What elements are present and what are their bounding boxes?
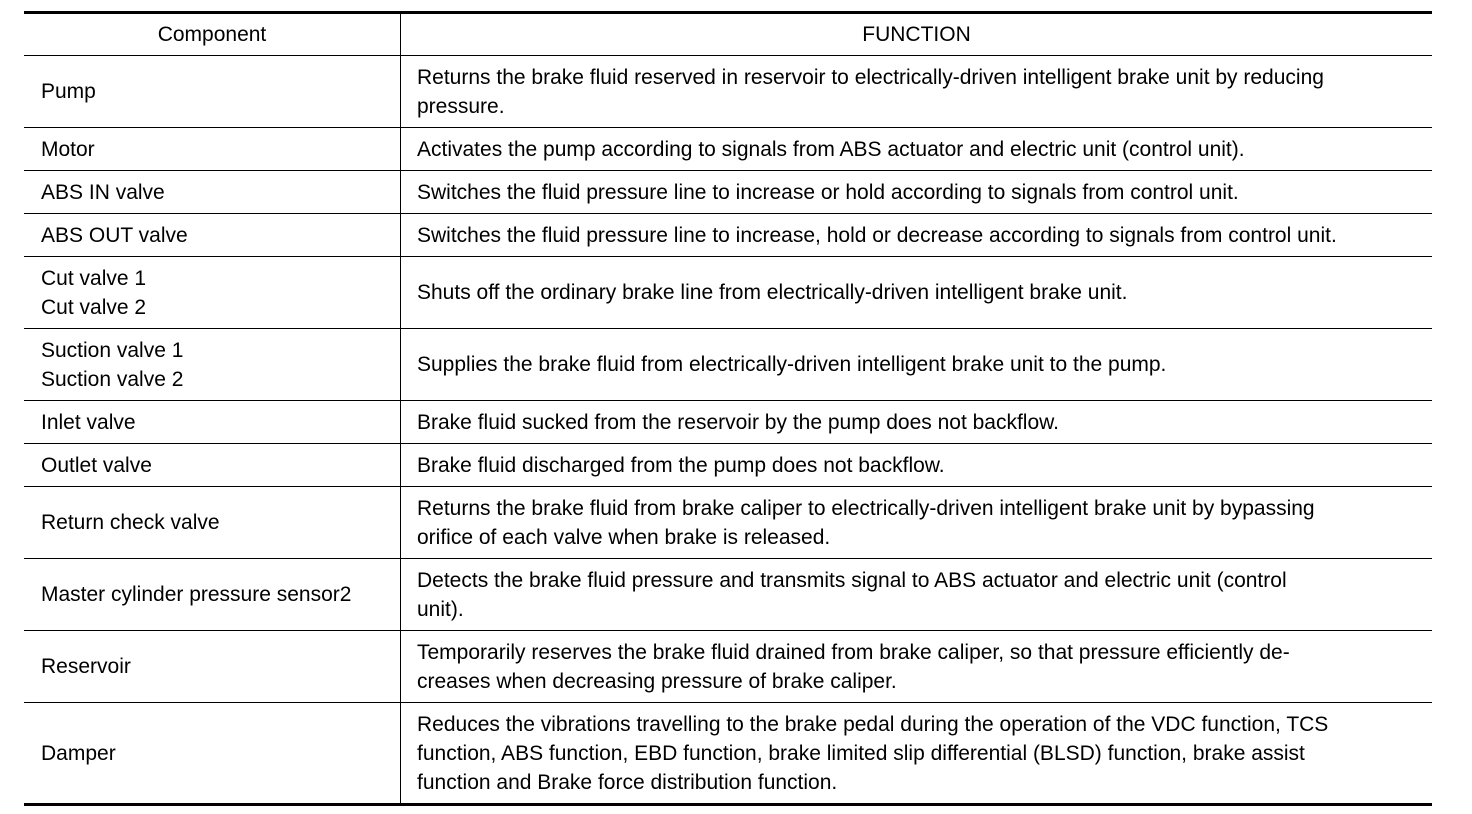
header-component: Component <box>24 14 401 55</box>
component-cell: Cut valve 1 Cut valve 2 <box>24 257 401 328</box>
function-cell: Switches the fluid pressure line to increase or hold according to signals from control unit. <box>417 180 1239 204</box>
component-cell: Pump <box>24 56 401 127</box>
table-row <box>24 128 1432 171</box>
table-row <box>24 171 1432 214</box>
header-function: FUNCTION <box>862 23 971 46</box>
table-row <box>24 56 1432 128</box>
component-cell: Inlet valve <box>24 401 401 443</box>
table-row <box>24 444 1432 487</box>
table-row <box>24 257 1432 329</box>
component-function-table <box>24 11 1432 806</box>
component-cell: Outlet valve <box>24 444 401 486</box>
table-header-row <box>24 14 1432 56</box>
function-cell: Detects the brake fluid pressure and transmits signal to ABS actuator and electric unit (control unit). <box>417 568 1287 621</box>
function-cell: Supplies the brake fluid from electrically-driven intelligent brake unit to the pump. <box>417 353 1167 376</box>
table-row <box>24 329 1432 401</box>
table-row <box>24 631 1432 703</box>
table-row <box>24 401 1432 444</box>
component-cell: Suction valve 1 Suction valve 2 <box>24 329 401 400</box>
function-cell: Brake fluid sucked from the reservoir by the pump does not backflow. <box>417 410 1059 434</box>
function-cell: Temporarily reserves the brake fluid drained from brake caliper, so that pressure efficiently de- creases when decreasing pressure of brake caliper. <box>417 640 1290 693</box>
function-cell: Brake fluid discharged from the pump does not backflow. <box>417 453 945 477</box>
function-cell: Reduces the vibrations travelling to the brake pedal during the operation of the VDC function, TCS function, ABS function, EBD function, brake limited slip differential (BLSD) function, brake assist function and Brake force distribution function. <box>417 712 1329 794</box>
component-cell: Damper <box>24 703 401 803</box>
component-cell: Return check valve <box>24 487 401 558</box>
function-cell: Returns the brake fluid from brake caliper to electrically-driven intelligent brake unit by bypassing orifice of each valve when brake is released. <box>417 496 1315 549</box>
component-cell: Master cylinder pressure sensor2 <box>24 559 401 630</box>
function-cell: Shuts off the ordinary brake line from electrically-driven intelligent brake unit. <box>417 281 1128 304</box>
table-row <box>24 559 1432 631</box>
table-row <box>24 703 1432 803</box>
component-cell: Reservoir <box>24 631 401 702</box>
function-cell: Activates the pump according to signals from ABS actuator and electric unit (control unit). <box>417 137 1245 161</box>
table-row <box>24 487 1432 559</box>
component-cell: Motor <box>24 128 401 170</box>
function-cell: Returns the brake fluid reserved in reservoir to electrically-driven intelligent brake unit by reducing pressure. <box>417 65 1324 118</box>
table-row <box>24 214 1432 257</box>
function-cell: Switches the fluid pressure line to increase, hold or decrease according to signals from control unit. <box>417 223 1337 247</box>
component-cell: ABS IN valve <box>24 171 401 213</box>
component-cell: ABS OUT valve <box>24 214 401 256</box>
